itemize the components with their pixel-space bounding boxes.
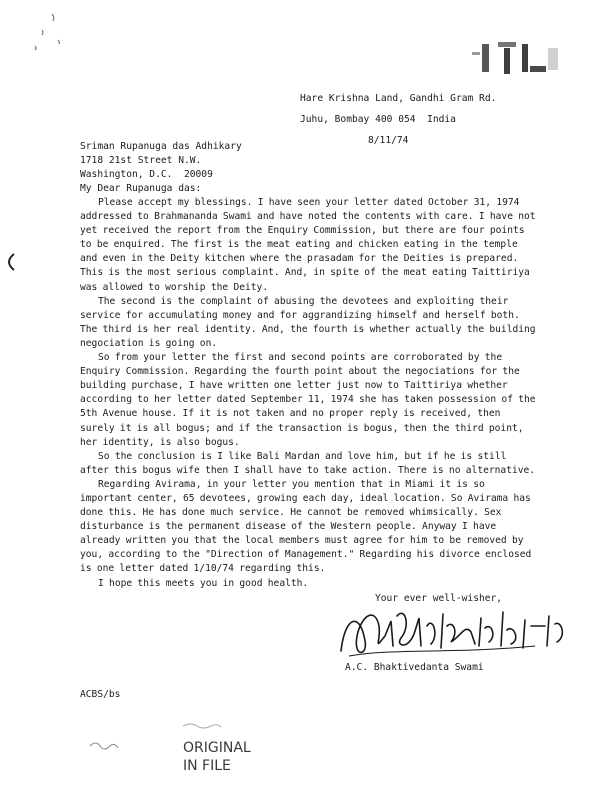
handwritten-signature	[335, 596, 575, 666]
stamp-line: ORIGINAL	[183, 740, 251, 756]
letter-date: 8/11/74	[368, 135, 409, 146]
closing-line: Your ever well-wisher,	[375, 593, 503, 604]
recipient-address	[80, 140, 242, 182]
body-paragraph: The second is the complaint of abusing the devotees and exploiting their service for accumulating money and for aggrandizing himself and herself both. The third is her real identity. And, the fourth is whether actually the building negociation is going on.	[80, 295, 536, 349]
signer-name: A.C. Bhaktivedanta Swami	[345, 662, 484, 673]
stamp-line: IN FILE	[183, 758, 231, 774]
corner-scribble	[30, 10, 70, 60]
recipient-city: Washington, D.C. 20009	[80, 169, 213, 180]
sender-address	[300, 88, 496, 151]
body-paragraph: So from your letter the first and second points are corroborated by the Enquiry Commission. Regarding the fourth point about the negociations for the building purchase, I have written one letter just now to Taittiriya whether according to her letter dated September 11, 1974 she has taken possession of the 5th Avenue house. If it is not taken and no proper reply is received, then surely it is all bogus; and if the transaction is bogus, then the third point, her identity, is also bogus.	[80, 352, 536, 448]
original-in-file-stamp	[183, 739, 251, 775]
body-paragraph: Regarding Avirama, in your letter you mention that in Miami it is so important center, 65 devotees, growing each day, ideal location. So Avirama has done this. He has done much service. He cannot be removed whimsically. Sex disturbance is the permanent disease of the Western people. Anyway I have already written you that the local members must agree for him to be removed by you, according to the "Direction of Management." Regarding his divorce enclosed is one letter dated 1/10/74 regarding this.	[80, 478, 532, 575]
address-line: Hare Krishna Land, Gandhi Gram Rd.	[300, 93, 497, 104]
address-line: Juhu, Bombay 400 054 India	[300, 114, 456, 125]
recipient-name: Sriman Rupanuga das Adhikary	[80, 141, 242, 152]
body-paragraph: So the conclusion is I like Bali Mardan and love him, but if he is still after this bogus wife then I shall have to take action. There is no alternative.	[80, 450, 536, 476]
letter-body	[80, 196, 540, 591]
body-paragraph: Please accept my blessings. I have seen your letter dated October 31, 1974 addressed to Brahmananda Swami and have noted the contents with care. I have not yet received the report from the Enquiry Commission, but there are four points to be enquired. The first is the meat eating and chicken eating in the temple and even in the Deity kitchen where the prasadam for the Deities is prepared. This is the most serious complaint. And, in spite of the meat eating Taittiriya was allowed to worship the Deity.	[80, 197, 536, 293]
body-paragraph: I hope this meets you in good health.	[98, 577, 309, 589]
file-stamp-mark	[470, 38, 565, 78]
punch-hole-mark	[0, 250, 20, 275]
recipient-street: 1718 21st Street N.W.	[80, 155, 202, 166]
salutation: My Dear Rupanuga das:	[80, 183, 202, 194]
reference-initials: ACBS/bs	[80, 689, 121, 700]
